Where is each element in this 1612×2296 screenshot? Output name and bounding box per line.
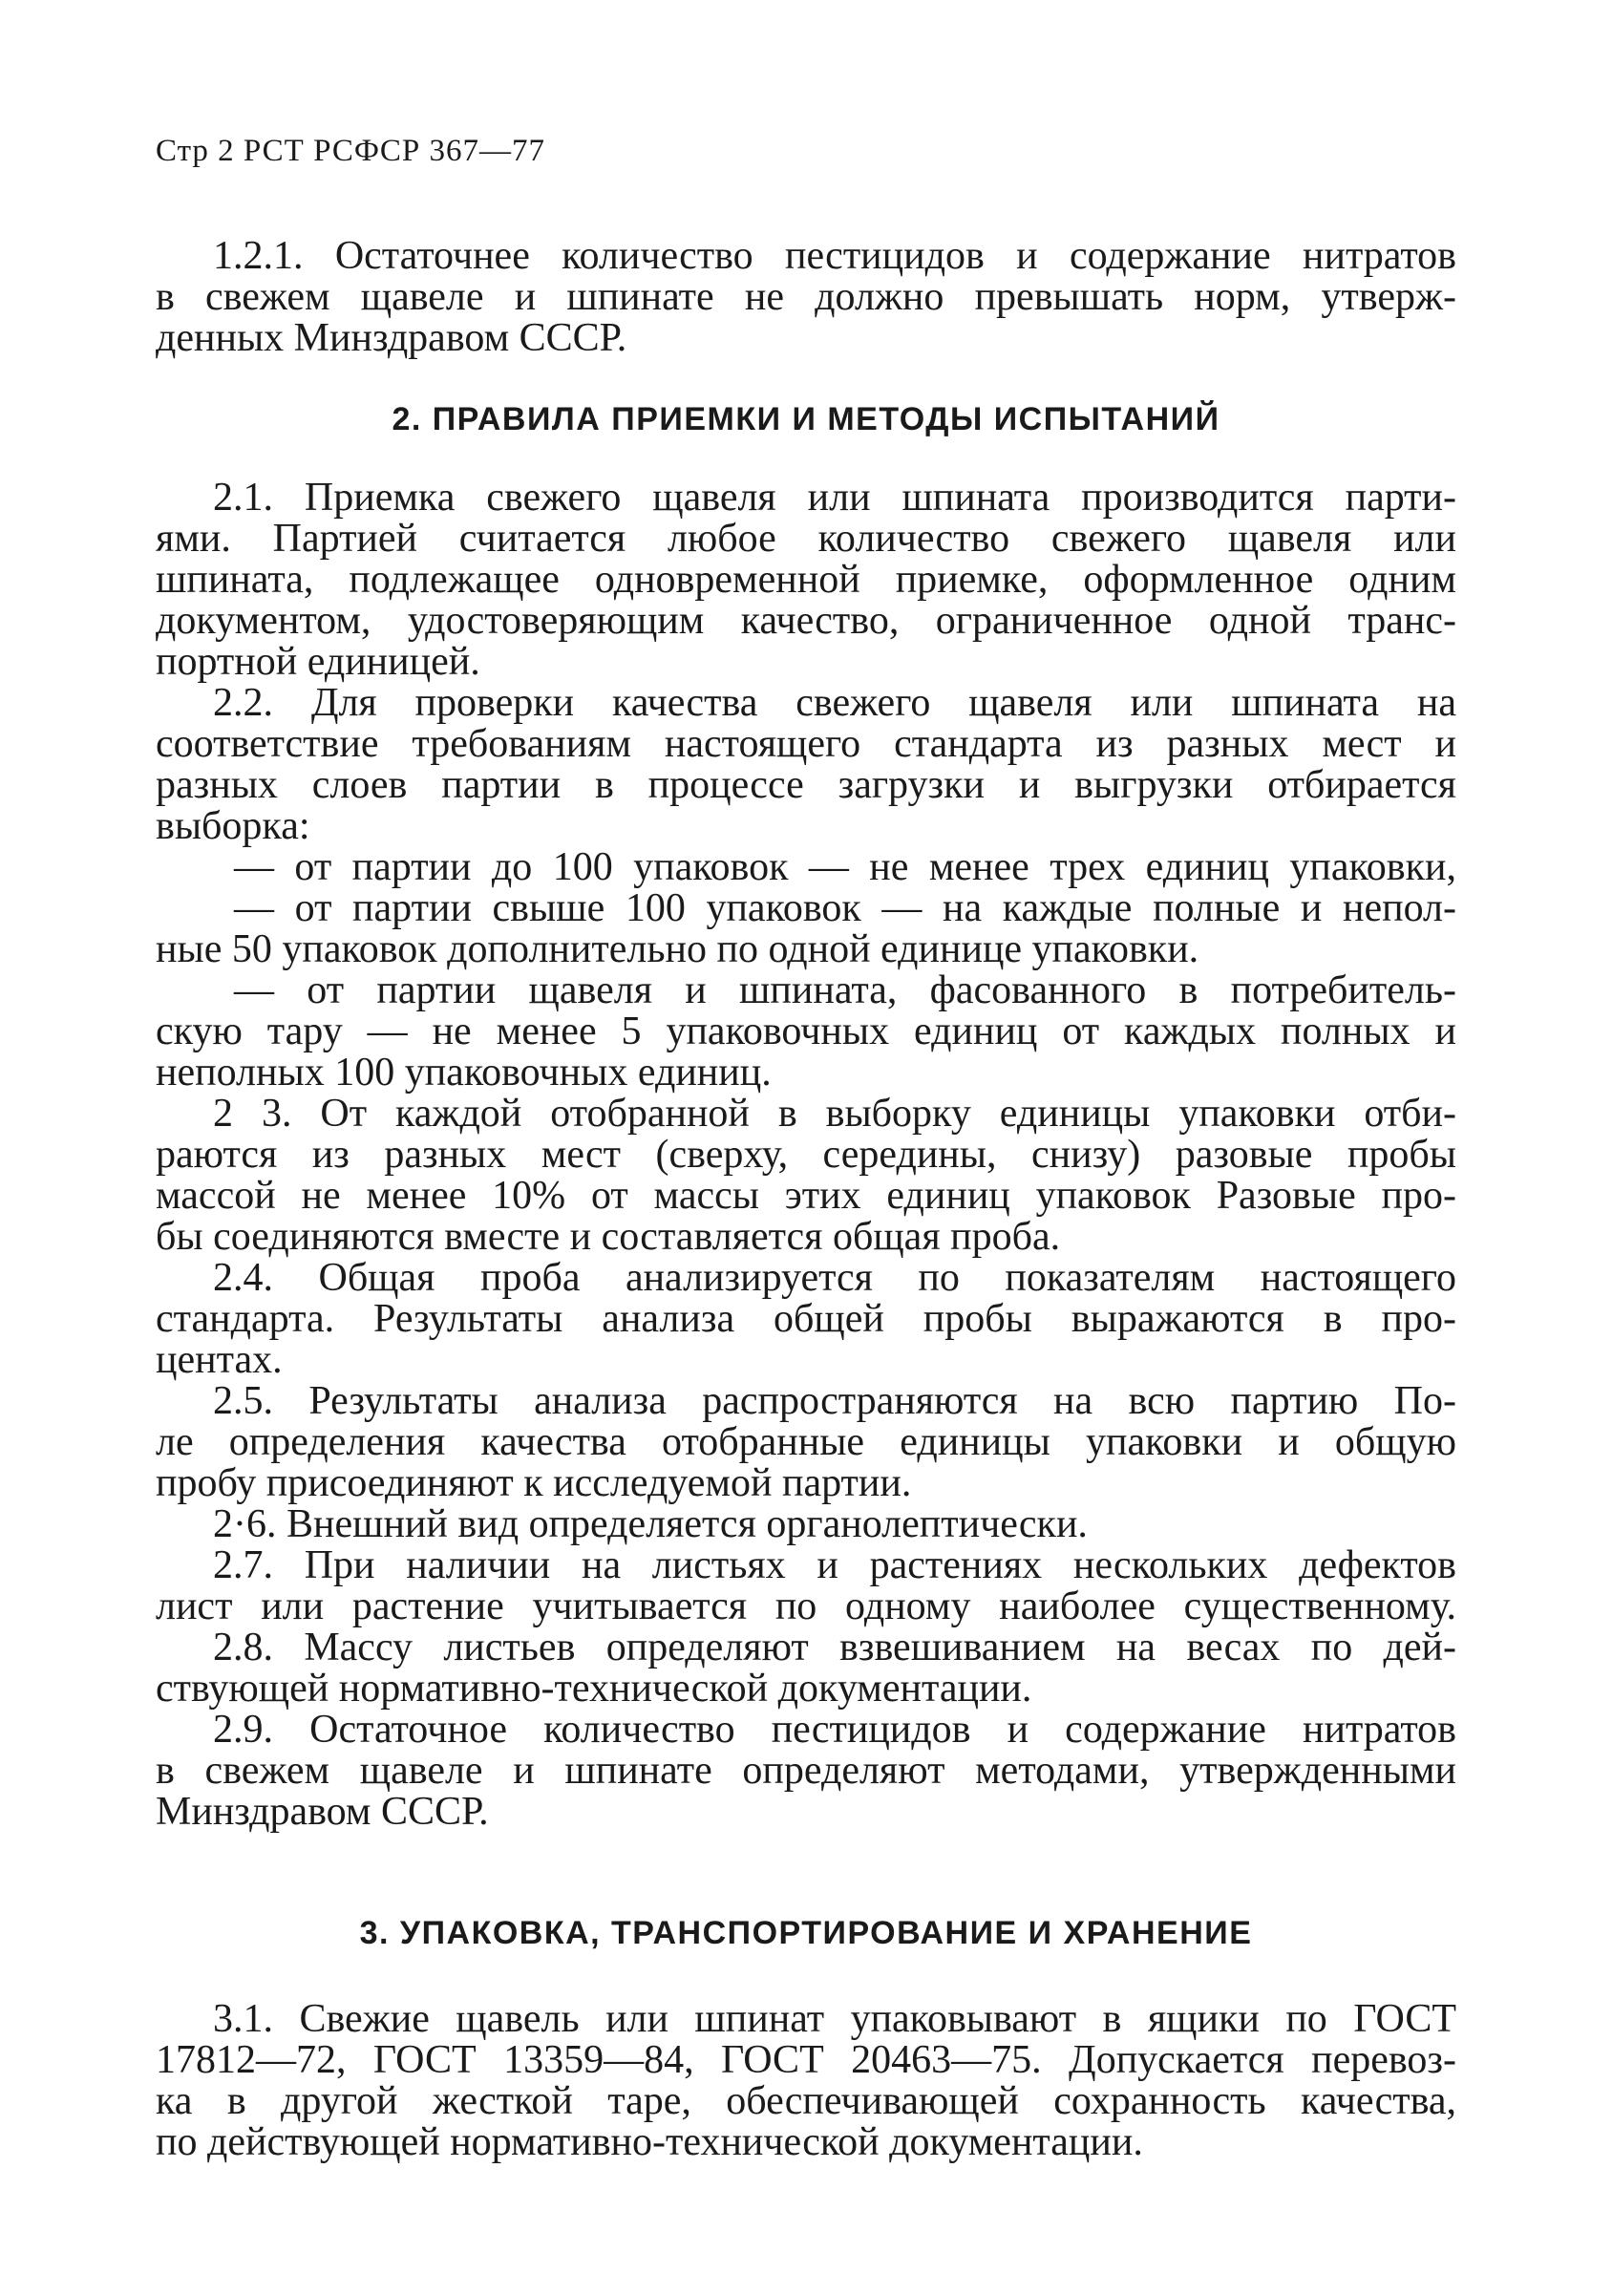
text-line: 2.2. Для проверки качества свежего щавеля или шпината на: [213, 681, 1456, 725]
text-line: Минздравом СССР.: [156, 1790, 489, 1834]
section-heading-3: 3. УПАКОВКА, ТРАНСПОРТИРОВАНИЕ И ХРАНЕНИЕ: [359, 1915, 1253, 1951]
text-line: 1.2.1. Остаточнее количество пестицидов и содержание нитратов: [213, 234, 1456, 278]
text-line: стандарта. Результаты анализа общей пробы выражаются в про-: [156, 1297, 1456, 1341]
text-line: лист или растение учитывается по одному наиболее существенному.: [156, 1584, 1456, 1628]
section-heading-2: 2. ПРАВИЛА ПРИЕМКИ И МЕТОДЫ ИСПЫТАНИЙ: [392, 401, 1220, 437]
text-line: 17812—72, ГОСТ 13359—84, ГОСТ 20463—75. Допускается перевоз-: [156, 2038, 1456, 2082]
text-line: в свежем щавеле и шпинате не должно превышать норм, утверж-: [156, 275, 1456, 319]
text-line: 2.8. Массу листьев определяют взвешиванием на весах по дей-: [213, 1626, 1456, 1669]
text-line: 2.4. Общая проба анализируется по показателям настоящего: [213, 1256, 1456, 1300]
section-2-body: [156, 478, 1456, 1833]
section-3-body: [156, 1999, 1456, 2163]
text-line: 2.5. Результаты анализа распространяются на всю партию По-: [213, 1379, 1456, 1423]
text-line: ствующей нормативно-технической документации.: [156, 1667, 1032, 1711]
text-line: разных слоев партии в процессе загрузки и выгрузки отбирается: [156, 763, 1456, 807]
text-line: пробу присоединяют к исследуемой партии.: [156, 1461, 912, 1505]
text-line: — от партии свыше 100 упаковок — на каждые полные и непол-: [234, 886, 1456, 930]
text-line: ка в другой жесткой таре, обеспечивающей сохранность качества,: [156, 2079, 1456, 2123]
text-line: 2.1. Приемка свежего щавеля или шпината производится парти-: [213, 476, 1456, 520]
text-line: 2.7. При наличии на листьях и растениях нескольких дефектов: [213, 1543, 1456, 1587]
text-line: раются из разных мест (сверху, середины, снизу) разовые пробы: [156, 1133, 1456, 1177]
text-line: портной единицей.: [156, 640, 480, 684]
text-line: шпината, подлежащее одновременной приемке, оформленное одним: [156, 558, 1456, 602]
text-line: 2 3. От каждой отобранной в выборку единицы упаковки отби-: [213, 1092, 1456, 1136]
text-line: 2·6. Внешний вид определяется органолептически.: [213, 1502, 1088, 1546]
text-line: по действующей нормативно-технической документации.: [156, 2120, 1143, 2164]
text-line: выборка:: [156, 804, 310, 848]
text-line: ле определения качества отобранные единицы упаковки и общую: [156, 1420, 1456, 1464]
text-line: соответствие требованиям настоящего стандарта из разных мест и: [156, 722, 1456, 766]
page-header: Стр 2 РСТ РСФСР 367—77: [156, 134, 546, 168]
text-line: массой не менее 10% от массы этих единиц упаковок Разовые про-: [156, 1174, 1456, 1218]
text-line: центах.: [156, 1338, 283, 1382]
text-line: неполных 100 упаковочных единиц.: [156, 1051, 772, 1095]
text-line: 2.9. Остаточное количество пестицидов и содержание нитратов: [213, 1708, 1456, 1752]
text-line: бы соединяются вместе и составляется общая проба.: [156, 1215, 1061, 1259]
text-line: — от партии щавеля и шпината, фасованного в потребитель-: [234, 968, 1456, 1012]
text-line: ные 50 упаковок дополнительно по одной единице упаковки.: [156, 927, 1199, 971]
text-line: — от партии до 100 упаковок — не менее трех единиц упаковки,: [234, 845, 1456, 889]
text-line: в свежем щавеле и шпинате определяют методами, утвержденными: [156, 1749, 1456, 1793]
text-line: документом, удостоверяющим качество, ограниченное одной транс-: [156, 599, 1456, 643]
text-line: денных Минздравом СССР.: [156, 316, 627, 360]
text-line: скую тару — не менее 5 упаковочных единиц от каждых полных и: [156, 1010, 1456, 1053]
paragraph-1-2-1: [156, 236, 1456, 359]
text-line: 3.1. Свежие щавель или шпинат упаковывают в ящики по ГОСТ: [213, 1997, 1456, 2041]
text-line: ями. Партией считается любое количество свежего щавеля или: [156, 517, 1456, 561]
